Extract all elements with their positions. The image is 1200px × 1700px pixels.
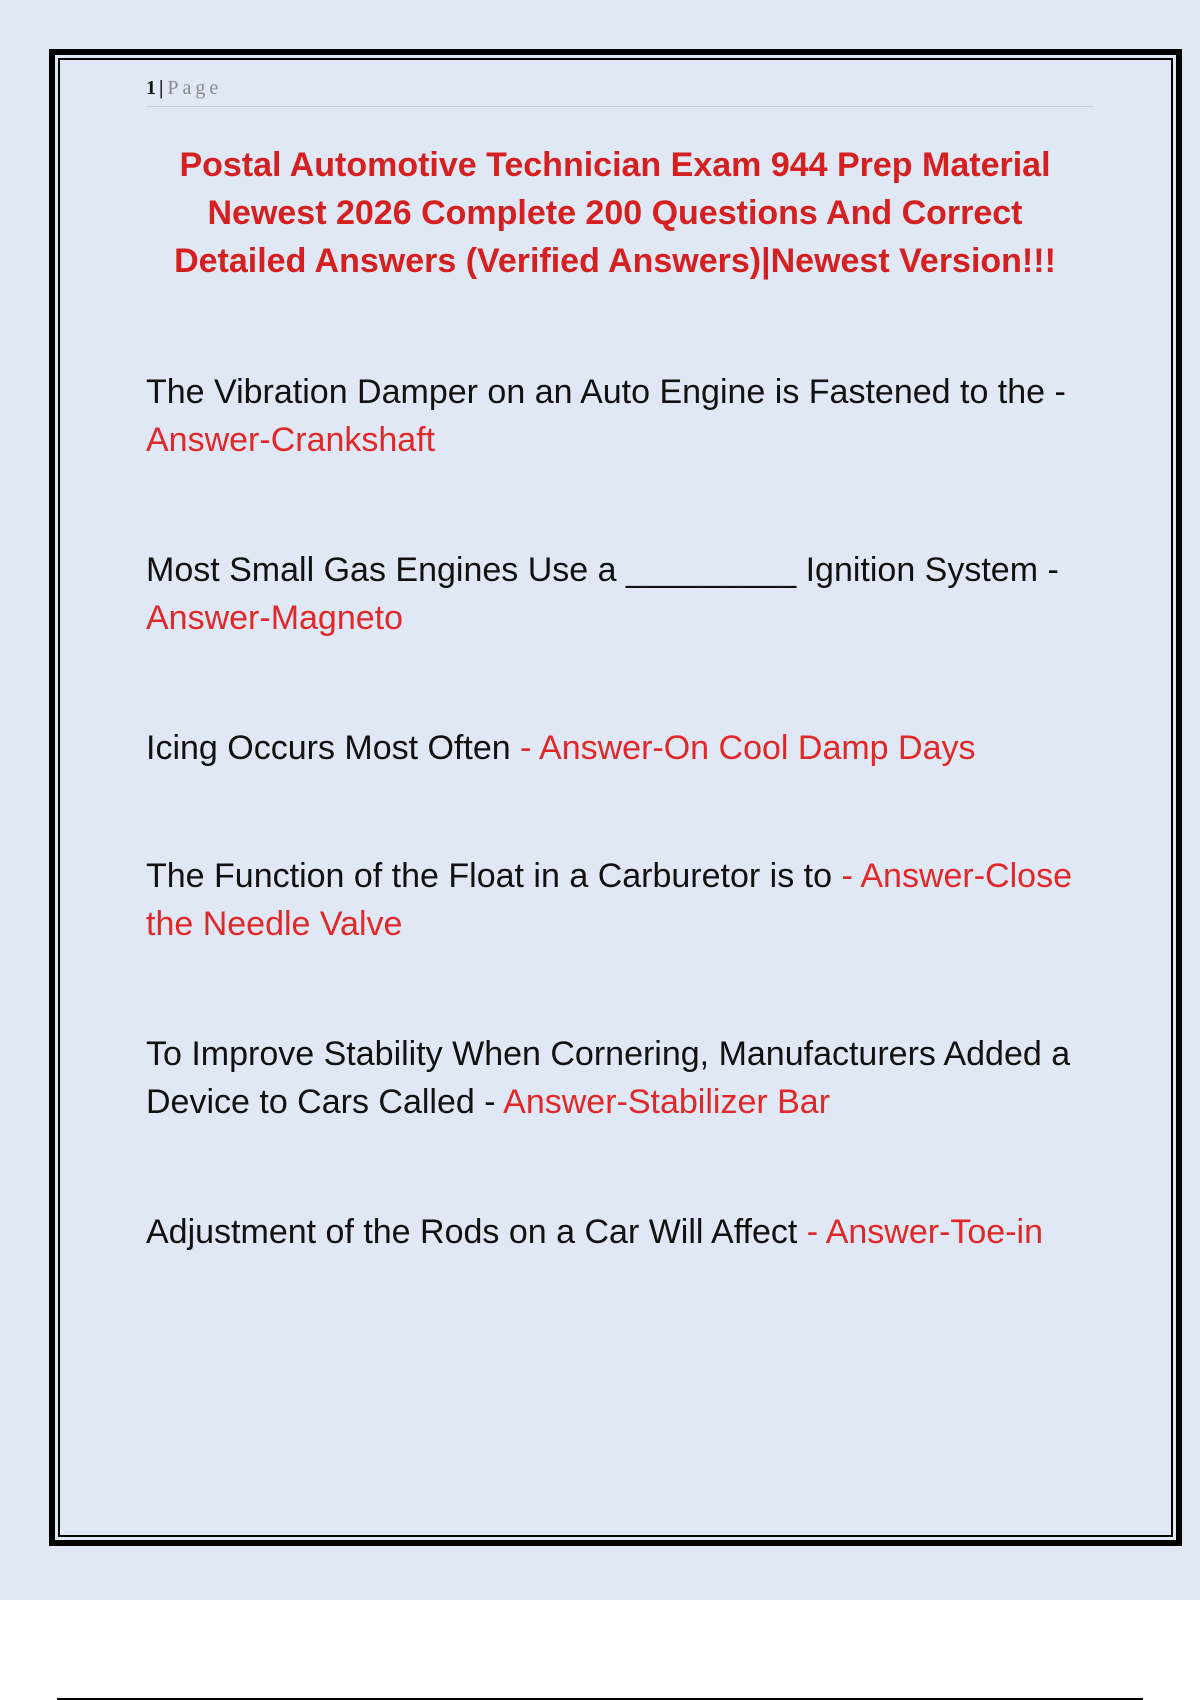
- qa-item-6: [146, 1208, 1086, 1256]
- question-text: Adjustment of the Rods on a Car Will Affect: [146, 1213, 807, 1251]
- qa-item-5: [146, 1030, 1086, 1126]
- page-label: Page: [167, 77, 223, 99]
- qa-item-3: [146, 724, 1086, 772]
- question-text: Icing Occurs Most Often: [146, 729, 521, 767]
- answer-text: Answer-Stabilizer Bar: [503, 1083, 831, 1121]
- question-text: Most Small Gas Engines Use a _________ Ignition System -: [146, 551, 1067, 589]
- page-header: [146, 74, 1094, 107]
- document-title: [140, 141, 1090, 285]
- qa-item-2: [146, 546, 1086, 642]
- title-line-2: Newest 2026 Complete 200 Questions And Correct: [207, 194, 1023, 232]
- qa-item-4: [146, 852, 1086, 948]
- answer-text: - Answer-Toe-in: [806, 1213, 1043, 1251]
- title-line-3: Detailed Answers (Verified Answers)|Newest Version!!!: [174, 242, 1056, 280]
- question-text: The Function of the Float in a Carburetor is to: [146, 857, 842, 895]
- page-number: 1: [146, 77, 156, 99]
- answer-text: Answer-Crankshaft: [146, 421, 436, 459]
- answer-text: - Answer-Close the Needle Valve: [146, 857, 1082, 943]
- answer-text: - Answer-On Cool Damp Days: [520, 729, 976, 767]
- title-line-1: Postal Automotive Technician Exam 944 Prep Material: [179, 146, 1051, 184]
- qa-item-1: [146, 368, 1086, 464]
- question-text: The Vibration Damper on an Auto Engine is Fastened to the -: [146, 373, 1074, 411]
- question-text: To Improve Stability When Cornering, Manufacturers Added a Device to Cars Called -: [146, 1035, 1080, 1121]
- answer-text: Answer-Magneto: [146, 599, 404, 637]
- page-separator: |: [159, 77, 164, 99]
